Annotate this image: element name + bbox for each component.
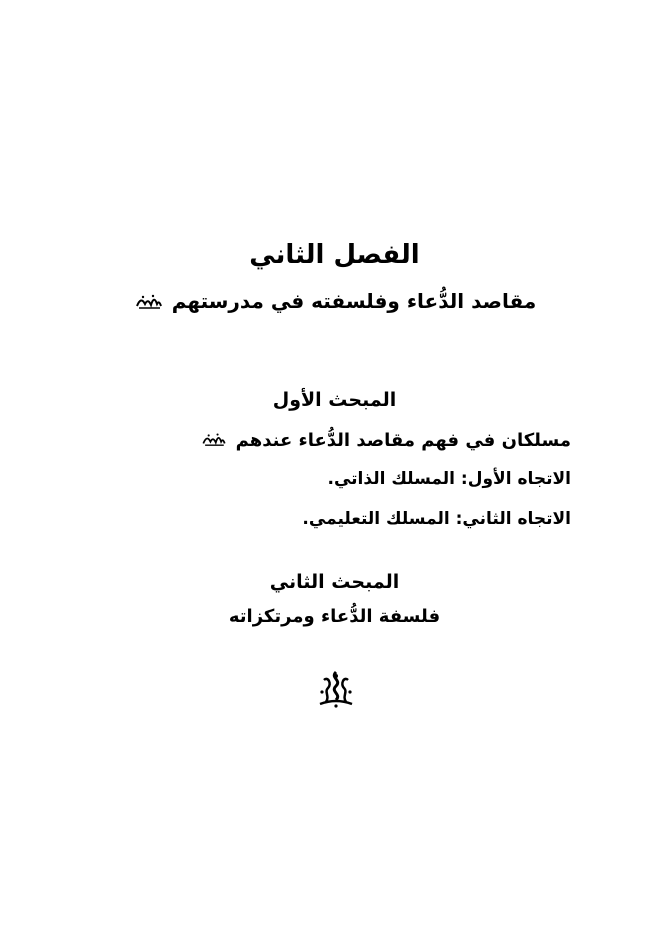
honorific-calligraphy-icon xyxy=(135,292,163,313)
honorific-calligraphy-icon xyxy=(201,431,227,451)
chapter-subtitle-row xyxy=(0,291,669,313)
chapter-subtitle: مقاصد الدُّعاء وفلسفته في مدرستهم xyxy=(171,289,537,313)
section-two-heading: المبحث الثاني xyxy=(269,571,400,593)
section-one-subheading: مسلكان في فهم مقاصد الدُّعاء عندهم xyxy=(235,430,571,451)
section-two-subheading: فلسفة الدُّعاء ومرتكزاته xyxy=(228,606,441,627)
section-one-subheading-row xyxy=(199,431,571,451)
calligraphic-ornament-icon xyxy=(316,670,356,708)
section-one-heading: المبحث الأول xyxy=(272,389,397,411)
trend-item-first: الاتجاه الأول: المسلك الذاتي. xyxy=(327,469,571,489)
trend-item-second: الاتجاه الثاني: المسلك التعليمي. xyxy=(302,509,571,529)
chapter-title: الفصل الثاني xyxy=(249,240,420,270)
